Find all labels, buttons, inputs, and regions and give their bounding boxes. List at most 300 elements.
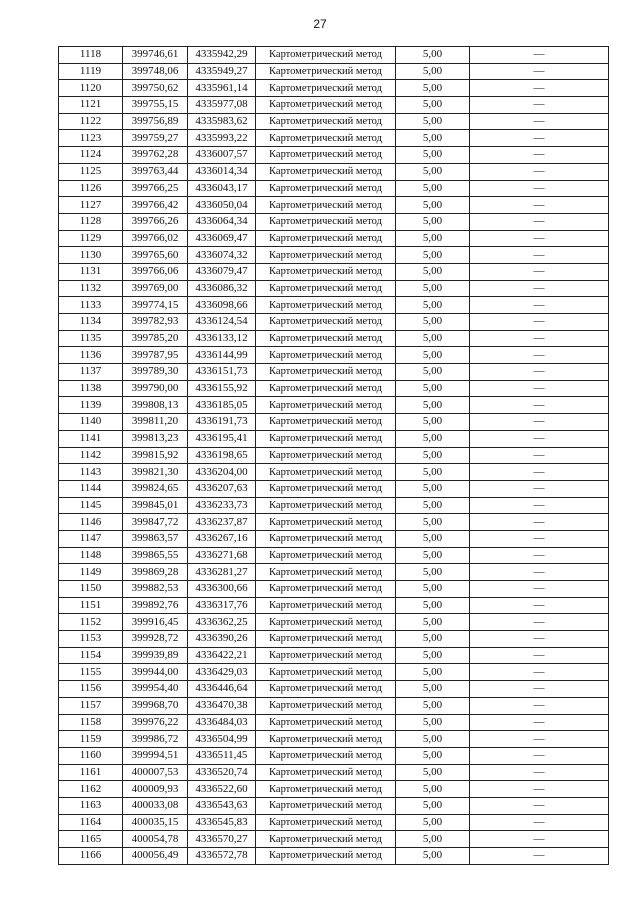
method-cell: Картометрический метод <box>256 380 396 397</box>
note-cell: — <box>470 63 609 80</box>
table-row <box>59 647 609 664</box>
accuracy-cell: 5,00 <box>396 714 470 731</box>
table-row <box>59 714 609 731</box>
y-coordinate-cell: 4336504,99 <box>188 731 256 748</box>
x-coordinate-cell: 399766,25 <box>123 180 188 197</box>
method-cell: Картометрический метод <box>256 514 396 531</box>
x-coordinate-cell: 399847,72 <box>123 514 188 531</box>
accuracy-cell: 5,00 <box>396 831 470 848</box>
accuracy-cell: 5,00 <box>396 47 470 64</box>
note-cell: — <box>470 147 609 164</box>
note-cell: — <box>470 530 609 547</box>
y-coordinate-cell: 4336043,17 <box>188 180 256 197</box>
y-coordinate-cell: 4336144,99 <box>188 347 256 364</box>
note-cell: — <box>470 213 609 230</box>
note-cell: — <box>470 747 609 764</box>
method-cell: Картометрический метод <box>256 447 396 464</box>
method-cell: Картометрический метод <box>256 564 396 581</box>
y-coordinate-cell: 4335977,08 <box>188 97 256 114</box>
method-cell: Картометрический метод <box>256 848 396 865</box>
table-row <box>59 814 609 831</box>
point-number-cell: 1124 <box>59 147 123 164</box>
point-number-cell: 1141 <box>59 430 123 447</box>
accuracy-cell: 5,00 <box>396 697 470 714</box>
point-number-cell: 1125 <box>59 163 123 180</box>
point-number-cell: 1136 <box>59 347 123 364</box>
note-cell: — <box>470 397 609 414</box>
x-coordinate-cell: 399815,92 <box>123 447 188 464</box>
y-coordinate-cell: 4336191,73 <box>188 414 256 431</box>
accuracy-cell: 5,00 <box>396 647 470 664</box>
table-row <box>59 514 609 531</box>
point-number-cell: 1158 <box>59 714 123 731</box>
note-cell: — <box>470 514 609 531</box>
note-cell: — <box>470 430 609 447</box>
y-coordinate-cell: 4336362,25 <box>188 614 256 631</box>
x-coordinate-cell: 399748,06 <box>123 63 188 80</box>
note-cell: — <box>470 497 609 514</box>
point-number-cell: 1140 <box>59 414 123 431</box>
point-number-cell: 1148 <box>59 547 123 564</box>
method-cell: Картометрический метод <box>256 97 396 114</box>
accuracy-cell: 5,00 <box>396 347 470 364</box>
method-cell: Картометрический метод <box>256 747 396 764</box>
note-cell: — <box>470 731 609 748</box>
x-coordinate-cell: 399892,76 <box>123 597 188 614</box>
point-number-cell: 1142 <box>59 447 123 464</box>
accuracy-cell: 5,00 <box>396 480 470 497</box>
y-coordinate-cell: 4336271,68 <box>188 547 256 564</box>
note-cell: — <box>470 714 609 731</box>
y-coordinate-cell: 4336281,27 <box>188 564 256 581</box>
point-number-cell: 1165 <box>59 831 123 848</box>
y-coordinate-cell: 4336064,34 <box>188 213 256 230</box>
note-cell: — <box>470 347 609 364</box>
table-row <box>59 664 609 681</box>
method-cell: Картометрический метод <box>256 263 396 280</box>
note-cell: — <box>470 681 609 698</box>
point-number-cell: 1131 <box>59 263 123 280</box>
point-number-cell: 1166 <box>59 848 123 865</box>
note-cell: — <box>470 480 609 497</box>
y-coordinate-cell: 4336079,47 <box>188 263 256 280</box>
x-coordinate-cell: 399782,93 <box>123 314 188 331</box>
method-cell: Картометрический метод <box>256 614 396 631</box>
x-coordinate-cell: 399787,95 <box>123 347 188 364</box>
x-coordinate-cell: 399769,00 <box>123 280 188 297</box>
y-coordinate-cell: 4336195,41 <box>188 430 256 447</box>
x-coordinate-cell: 399986,72 <box>123 731 188 748</box>
y-coordinate-cell: 4336237,87 <box>188 514 256 531</box>
x-coordinate-cell: 399765,60 <box>123 247 188 264</box>
x-coordinate-cell: 399766,06 <box>123 263 188 280</box>
method-cell: Картометрический метод <box>256 63 396 80</box>
method-cell: Картометрический метод <box>256 681 396 698</box>
table-row <box>59 330 609 347</box>
y-coordinate-cell: 4336014,34 <box>188 163 256 180</box>
method-cell: Картометрический метод <box>256 297 396 314</box>
note-cell: — <box>470 697 609 714</box>
table-row <box>59 797 609 814</box>
table-row <box>59 297 609 314</box>
method-cell: Картометрический метод <box>256 147 396 164</box>
method-cell: Картометрический метод <box>256 80 396 97</box>
method-cell: Картометрический метод <box>256 180 396 197</box>
y-coordinate-cell: 4336429,03 <box>188 664 256 681</box>
y-coordinate-cell: 4336572,78 <box>188 848 256 865</box>
method-cell: Картометрический метод <box>256 647 396 664</box>
x-coordinate-cell: 400056,49 <box>123 848 188 865</box>
table-row <box>59 831 609 848</box>
point-number-cell: 1119 <box>59 63 123 80</box>
y-coordinate-cell: 4336300,66 <box>188 581 256 598</box>
method-cell: Картометрический метод <box>256 130 396 147</box>
accuracy-cell: 5,00 <box>396 764 470 781</box>
accuracy-cell: 5,00 <box>396 414 470 431</box>
accuracy-cell: 5,00 <box>396 180 470 197</box>
point-number-cell: 1123 <box>59 130 123 147</box>
note-cell: — <box>470 330 609 347</box>
table-row <box>59 97 609 114</box>
accuracy-cell: 5,00 <box>396 597 470 614</box>
y-coordinate-cell: 4336317,76 <box>188 597 256 614</box>
y-coordinate-cell: 4336233,73 <box>188 497 256 514</box>
x-coordinate-cell: 399785,20 <box>123 330 188 347</box>
accuracy-cell: 5,00 <box>396 113 470 130</box>
table-row <box>59 197 609 214</box>
method-cell: Картометрический метод <box>256 230 396 247</box>
table-row <box>59 213 609 230</box>
accuracy-cell: 5,00 <box>396 848 470 865</box>
page-number: 27 <box>313 17 327 31</box>
x-coordinate-cell: 399944,00 <box>123 664 188 681</box>
table-row <box>59 314 609 331</box>
note-cell: — <box>470 197 609 214</box>
point-number-cell: 1128 <box>59 213 123 230</box>
note-cell: — <box>470 180 609 197</box>
y-coordinate-cell: 4336207,63 <box>188 480 256 497</box>
x-coordinate-cell: 399813,23 <box>123 430 188 447</box>
table-row <box>59 347 609 364</box>
accuracy-cell: 5,00 <box>396 280 470 297</box>
table-row <box>59 731 609 748</box>
method-cell: Картометрический метод <box>256 731 396 748</box>
y-coordinate-cell: 4336543,63 <box>188 797 256 814</box>
x-coordinate-cell: 399845,01 <box>123 497 188 514</box>
note-cell: — <box>470 280 609 297</box>
table-row <box>59 280 609 297</box>
point-number-cell: 1155 <box>59 664 123 681</box>
table-row <box>59 764 609 781</box>
point-number-cell: 1163 <box>59 797 123 814</box>
method-cell: Картометрический метод <box>256 497 396 514</box>
y-coordinate-cell: 4336133,12 <box>188 330 256 347</box>
method-cell: Картометрический метод <box>256 464 396 481</box>
y-coordinate-cell: 4336570,27 <box>188 831 256 848</box>
note-cell: — <box>470 664 609 681</box>
y-coordinate-cell: 4336007,57 <box>188 147 256 164</box>
method-cell: Картометрический метод <box>256 547 396 564</box>
accuracy-cell: 5,00 <box>396 464 470 481</box>
table-row <box>59 614 609 631</box>
accuracy-cell: 5,00 <box>396 514 470 531</box>
accuracy-cell: 5,00 <box>396 314 470 331</box>
accuracy-cell: 5,00 <box>396 297 470 314</box>
note-cell: — <box>470 848 609 865</box>
coordinates-table <box>58 46 609 865</box>
x-coordinate-cell: 400007,53 <box>123 764 188 781</box>
method-cell: Картометрический метод <box>256 47 396 64</box>
note-cell: — <box>470 464 609 481</box>
y-coordinate-cell: 4336422,21 <box>188 647 256 664</box>
point-number-cell: 1144 <box>59 480 123 497</box>
x-coordinate-cell: 399790,00 <box>123 380 188 397</box>
y-coordinate-cell: 4335993,22 <box>188 130 256 147</box>
accuracy-cell: 5,00 <box>396 147 470 164</box>
accuracy-cell: 5,00 <box>396 814 470 831</box>
point-number-cell: 1156 <box>59 681 123 698</box>
accuracy-cell: 5,00 <box>396 614 470 631</box>
table-row <box>59 163 609 180</box>
table-row <box>59 530 609 547</box>
x-coordinate-cell: 399865,55 <box>123 547 188 564</box>
point-number-cell: 1149 <box>59 564 123 581</box>
note-cell: — <box>470 263 609 280</box>
table-row <box>59 230 609 247</box>
x-coordinate-cell: 399755,15 <box>123 97 188 114</box>
table-row <box>59 581 609 598</box>
method-cell: Картометрический метод <box>256 197 396 214</box>
note-cell: — <box>470 47 609 64</box>
point-number-cell: 1143 <box>59 464 123 481</box>
accuracy-cell: 5,00 <box>396 80 470 97</box>
note-cell: — <box>470 597 609 614</box>
note-cell: — <box>470 364 609 381</box>
method-cell: Картометрический метод <box>256 480 396 497</box>
method-cell: Картометрический метод <box>256 364 396 381</box>
y-coordinate-cell: 4336267,16 <box>188 530 256 547</box>
point-number-cell: 1122 <box>59 113 123 130</box>
x-coordinate-cell: 399762,28 <box>123 147 188 164</box>
table-row <box>59 247 609 264</box>
table-row <box>59 263 609 280</box>
x-coordinate-cell: 400035,15 <box>123 814 188 831</box>
note-cell: — <box>470 831 609 848</box>
y-coordinate-cell: 4336522,60 <box>188 781 256 798</box>
method-cell: Картометрический метод <box>256 414 396 431</box>
table-row <box>59 480 609 497</box>
y-coordinate-cell: 4336086,32 <box>188 280 256 297</box>
accuracy-cell: 5,00 <box>396 213 470 230</box>
method-cell: Картометрический метод <box>256 597 396 614</box>
x-coordinate-cell: 399766,42 <box>123 197 188 214</box>
x-coordinate-cell: 399954,40 <box>123 681 188 698</box>
table-row <box>59 113 609 130</box>
point-number-cell: 1135 <box>59 330 123 347</box>
x-coordinate-cell: 399869,28 <box>123 564 188 581</box>
x-coordinate-cell: 399824,65 <box>123 480 188 497</box>
note-cell: — <box>470 797 609 814</box>
x-coordinate-cell: 399808,13 <box>123 397 188 414</box>
point-number-cell: 1126 <box>59 180 123 197</box>
accuracy-cell: 5,00 <box>396 681 470 698</box>
method-cell: Картометрический метод <box>256 314 396 331</box>
point-number-cell: 1154 <box>59 647 123 664</box>
table-row <box>59 597 609 614</box>
y-coordinate-cell: 4336198,65 <box>188 447 256 464</box>
accuracy-cell: 5,00 <box>396 581 470 598</box>
table-row <box>59 464 609 481</box>
accuracy-cell: 5,00 <box>396 731 470 748</box>
table-row <box>59 848 609 865</box>
note-cell: — <box>470 297 609 314</box>
point-number-cell: 1129 <box>59 230 123 247</box>
x-coordinate-cell: 399968,70 <box>123 697 188 714</box>
point-number-cell: 1134 <box>59 314 123 331</box>
table-row <box>59 564 609 581</box>
point-number-cell: 1120 <box>59 80 123 97</box>
method-cell: Картометрический метод <box>256 714 396 731</box>
x-coordinate-cell: 399756,89 <box>123 113 188 130</box>
method-cell: Картометрический метод <box>256 814 396 831</box>
table-row <box>59 47 609 64</box>
point-number-cell: 1151 <box>59 597 123 614</box>
point-number-cell: 1139 <box>59 397 123 414</box>
table-row <box>59 397 609 414</box>
x-coordinate-cell: 399976,22 <box>123 714 188 731</box>
accuracy-cell: 5,00 <box>396 530 470 547</box>
point-number-cell: 1130 <box>59 247 123 264</box>
point-number-cell: 1145 <box>59 497 123 514</box>
note-cell: — <box>470 97 609 114</box>
note-cell: — <box>470 647 609 664</box>
table-row <box>59 547 609 564</box>
y-coordinate-cell: 4336185,05 <box>188 397 256 414</box>
note-cell: — <box>470 80 609 97</box>
point-number-cell: 1152 <box>59 614 123 631</box>
method-cell: Картометрический метод <box>256 831 396 848</box>
point-number-cell: 1137 <box>59 364 123 381</box>
x-coordinate-cell: 399759,27 <box>123 130 188 147</box>
point-number-cell: 1150 <box>59 581 123 598</box>
table-row <box>59 147 609 164</box>
note-cell: — <box>470 764 609 781</box>
table-row <box>59 63 609 80</box>
x-coordinate-cell: 399789,30 <box>123 364 188 381</box>
y-coordinate-cell: 4335983,62 <box>188 113 256 130</box>
method-cell: Картометрический метод <box>256 280 396 297</box>
accuracy-cell: 5,00 <box>396 380 470 397</box>
table-row <box>59 747 609 764</box>
table-row <box>59 130 609 147</box>
accuracy-cell: 5,00 <box>396 247 470 264</box>
coordinates-table-body <box>59 47 609 865</box>
point-number-cell: 1153 <box>59 631 123 648</box>
x-coordinate-cell: 399863,57 <box>123 530 188 547</box>
table-row <box>59 697 609 714</box>
accuracy-cell: 5,00 <box>396 497 470 514</box>
x-coordinate-cell: 399821,30 <box>123 464 188 481</box>
note-cell: — <box>470 113 609 130</box>
method-cell: Картометрический метод <box>256 330 396 347</box>
table-row <box>59 380 609 397</box>
method-cell: Картометрический метод <box>256 631 396 648</box>
accuracy-cell: 5,00 <box>396 197 470 214</box>
method-cell: Картометрический метод <box>256 581 396 598</box>
point-number-cell: 1138 <box>59 380 123 397</box>
method-cell: Картометрический метод <box>256 113 396 130</box>
table-row <box>59 631 609 648</box>
point-number-cell: 1160 <box>59 747 123 764</box>
x-coordinate-cell: 400033,08 <box>123 797 188 814</box>
method-cell: Картометрический метод <box>256 163 396 180</box>
x-coordinate-cell: 399750,62 <box>123 80 188 97</box>
note-cell: — <box>470 631 609 648</box>
y-coordinate-cell: 4336511,45 <box>188 747 256 764</box>
note-cell: — <box>470 163 609 180</box>
y-coordinate-cell: 4336470,38 <box>188 697 256 714</box>
method-cell: Картометрический метод <box>256 664 396 681</box>
y-coordinate-cell: 4335942,29 <box>188 47 256 64</box>
x-coordinate-cell: 399774,15 <box>123 297 188 314</box>
note-cell: — <box>470 447 609 464</box>
y-coordinate-cell: 4336520,74 <box>188 764 256 781</box>
point-number-cell: 1161 <box>59 764 123 781</box>
method-cell: Картометрический метод <box>256 764 396 781</box>
y-coordinate-cell: 4335961,14 <box>188 80 256 97</box>
x-coordinate-cell: 399746,61 <box>123 47 188 64</box>
note-cell: — <box>470 247 609 264</box>
method-cell: Картометрический метод <box>256 797 396 814</box>
accuracy-cell: 5,00 <box>396 447 470 464</box>
point-number-cell: 1127 <box>59 197 123 214</box>
table-row <box>59 681 609 698</box>
x-coordinate-cell: 400009,93 <box>123 781 188 798</box>
x-coordinate-cell: 399766,02 <box>123 230 188 247</box>
table-row <box>59 781 609 798</box>
accuracy-cell: 5,00 <box>396 631 470 648</box>
method-cell: Картометрический метод <box>256 397 396 414</box>
y-coordinate-cell: 4336390,26 <box>188 631 256 648</box>
note-cell: — <box>470 814 609 831</box>
point-number-cell: 1164 <box>59 814 123 831</box>
method-cell: Картометрический метод <box>256 213 396 230</box>
accuracy-cell: 5,00 <box>396 364 470 381</box>
note-cell: — <box>470 614 609 631</box>
y-coordinate-cell: 4336446,64 <box>188 681 256 698</box>
method-cell: Картометрический метод <box>256 697 396 714</box>
accuracy-cell: 5,00 <box>396 330 470 347</box>
y-coordinate-cell: 4336124,54 <box>188 314 256 331</box>
x-coordinate-cell: 399939,89 <box>123 647 188 664</box>
accuracy-cell: 5,00 <box>396 130 470 147</box>
accuracy-cell: 5,00 <box>396 230 470 247</box>
y-coordinate-cell: 4336545,83 <box>188 814 256 831</box>
table-row <box>59 414 609 431</box>
note-cell: — <box>470 230 609 247</box>
point-number-cell: 1162 <box>59 781 123 798</box>
y-coordinate-cell: 4336050,04 <box>188 197 256 214</box>
point-number-cell: 1157 <box>59 697 123 714</box>
accuracy-cell: 5,00 <box>396 163 470 180</box>
note-cell: — <box>470 414 609 431</box>
accuracy-cell: 5,00 <box>396 97 470 114</box>
x-coordinate-cell: 400054,78 <box>123 831 188 848</box>
point-number-cell: 1146 <box>59 514 123 531</box>
accuracy-cell: 5,00 <box>396 547 470 564</box>
method-cell: Картометрический метод <box>256 347 396 364</box>
accuracy-cell: 5,00 <box>396 263 470 280</box>
